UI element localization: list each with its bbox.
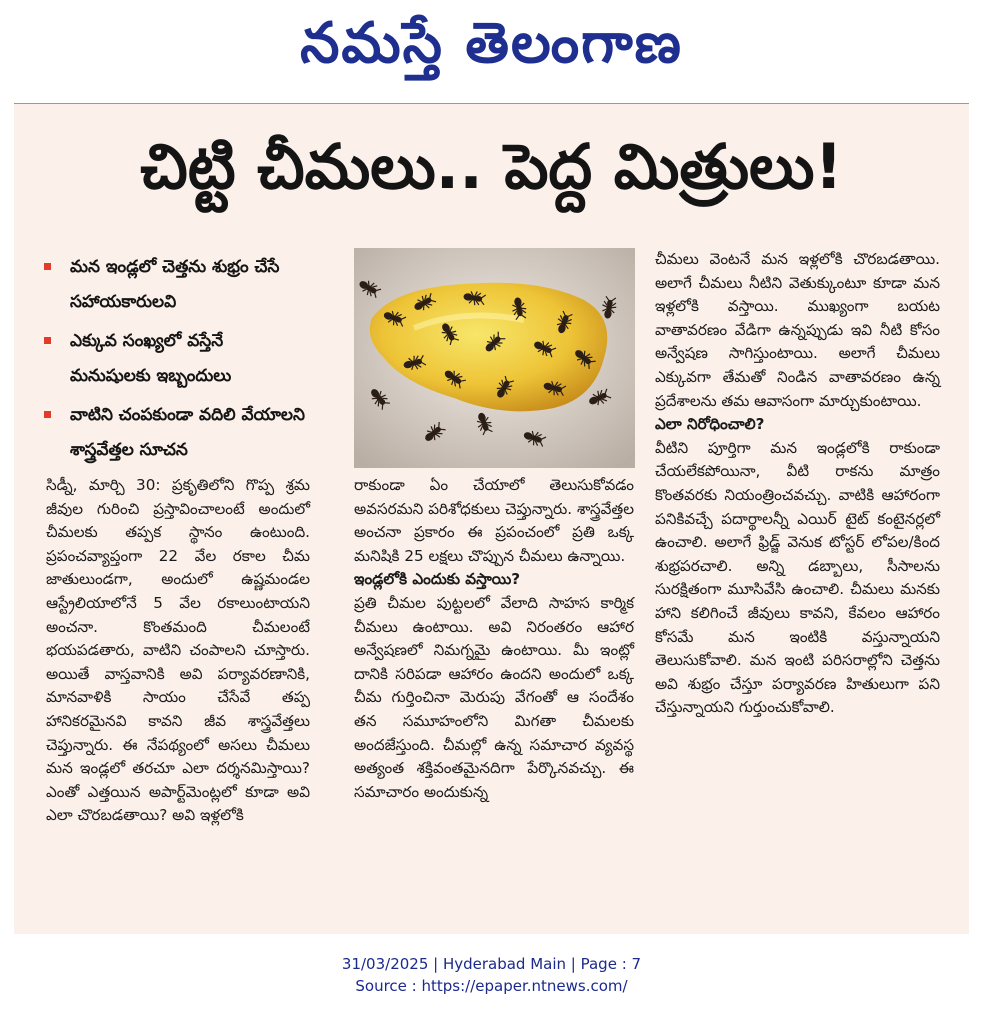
column-3-intro: చీమలు వెంటనే మన ఇళ్లలోకి చొరబడతాయి. అలాగే చీమలు నీటిని వెతుక్కుంటూ కూడా మన ఇళ్లలోకి వస్తాయి. ముఖ్యంగా బయట వాతావరణం వేడిగా ఉన్నప్పుడు ఇవి నీటి కోసం అన్వేషణ సాగిస్తుంటాయి. అలాగే చీమలు ఎక్కువగా తేమతో నిండిన వాతావరణం ఉన్న ప్రదేశాలను తమ ఆవాసంగా మార్చుకుంటాయి. <box>655 250 940 410</box>
highlight-item: వాటిని చంపకుండా వదిలి వేయాలని శాస్త్రవేత్తల సూచన <box>44 398 306 468</box>
article-column-3 <box>655 248 940 720</box>
article-column-2 <box>354 474 634 804</box>
article-column-1 <box>46 474 310 828</box>
highlights-list <box>44 250 306 472</box>
ants-photo-illustration <box>354 248 635 468</box>
column-3-body: వీటిని పూర్తిగా మన ఇండ్లలోకి రాకుండా చేయలేకపోయినా, వీటి రాకను మాత్రం కొంతవరకు నియంత్రించవచ్చు. వాటికి ఆహారంగా పనికివచ్చే పదార్థాలన్నీ ఎయిర్ టైట్ కంటైనర్లలో ఉంచాలి. అలాగే ఫ్రిడ్జ్ వెనుక టోస్టర్ లోపల/కింద శుభ్రపరచాలి. అన్ని డబ్బాలు, సీసాలను సురక్షితంగా మూసివేసి ఉంచాలి. చీమలు మనకు హాని కలిగించే జీవులు కావని, కేవలం ఆహారం కోసమే మన ఇంటికి వస్తున్నాయని తెలుసుకోవాలి. మన ఇంటి పరిసరాల్లోని చెత్తను అవి శుభ్రం చేస్తూ పర్యావరణ హితులుగా పని చేస్తున్నాయని గుర్తుంచుకోవాలి. <box>655 438 940 717</box>
subheading-how-to-prevent: ఎలా నిరోధించాలి? <box>655 415 765 434</box>
bullet-square-icon <box>44 263 51 270</box>
highlight-item: ఎక్కువ సంఖ్యలో వస్తేనే మనుషులకు ఇబ్బందులు <box>44 324 306 394</box>
column-2-body: ప్రతి చీమల పుట్టలలో వేలాది సాహస కార్మిక చీమలు ఉంటాయి. అవి నిరంతరం ఆహార అన్వేషణలో నిమగ్నమై ఉంటాయి. మీ ఇంట్లో దానికి సరిపడా ఆహారం ఉందని అందులో ఒక్క చీమ గుర్తించినా మెరుపు వేగంతో ఆ సందేశం తన సమూహంలోని మిగతా చీమలకు అందజేస్తుంది. చీమల్లో ఉన్న సమాచార వ్యవస్థ అత్యంత శక్తివంతమైనదిగా పేర్కొనవచ్చు. ఈ సమాచారం అందుకున్న <box>354 593 634 801</box>
page-footer-source: Source : https://epaper.ntnews.com/ <box>355 977 628 995</box>
article-headline: చిట్టి చీమలు.. పెద్ద మిత్రులు! <box>140 130 843 203</box>
column-1-text: సిడ్నీ, మార్చి 30: ప్రకృతిలోని గొప్ప శ్రమ జీవుల గురించి ప్రస్తావించాలంటే అందులో చీమలకు తప్పక స్థానం ఉంటుంది. ప్రపంచవ్యాప్తంగా 22 వేల రకాల చీమ జాతులుండగా, అందులో ఉష్ణమండల ఆస్ట్రేలియాలోనే 5 వేల రకాలుంటాయని అంచనా. కొంతమంది చీమలంటే భయపడతారు, వాటిని చంపాలని చూస్తారు. అయితే వాస్తవానికి అవి పర్యావరణానికి, మానవాళికి సాయం చేసేవే తప్ప హానికరమైనవి కావని జీవ శాస్త్రవేత్తలు చెప్తున్నారు. ఈ నేపథ్యంలో అసలు చీమలు మన ఇండ్లలో తరచూ ఎలా దర్శనమిస్తాయి? ఎంతో ఎత్తయిన అపార్ట్‌మెంట్లలో కూడా అవి ఎలా చొరబడతాయి? అవి ఇళ్లలోకి <box>46 476 310 825</box>
bullet-square-icon <box>44 337 51 344</box>
column-2-intro: రాకుండా ఏం చేయాలో తెలుసుకోవడం అవసరమని పరిశోధకులు చెప్తున్నారు. శాస్త్రవేత్తల అంచనా ప్రకారం ఈ ప్రపంచంలో ప్రతి ఒక్క మనిషికి 25 లక్షలు చొప్పున చీమలు ఉన్నాయి. <box>354 476 634 565</box>
bullet-square-icon <box>44 411 51 418</box>
highlight-item: మన ఇండ్లలో చెత్తను శుభ్రం చేసే సహాయకారులవి <box>44 250 306 320</box>
newspaper-masthead <box>0 0 983 100</box>
ants-on-food-photo <box>354 248 635 468</box>
subheading-why-ants-come: ఇండ్లలోకి ఎందుకు వస్తాయి? <box>354 570 521 589</box>
masthead-divider <box>14 103 969 104</box>
page-footer-date: 31/03/2025 | Hyderabad Main | Page : 7 <box>341 955 642 973</box>
masthead-logo: నమస్తే తెలంగాణ <box>300 10 683 76</box>
